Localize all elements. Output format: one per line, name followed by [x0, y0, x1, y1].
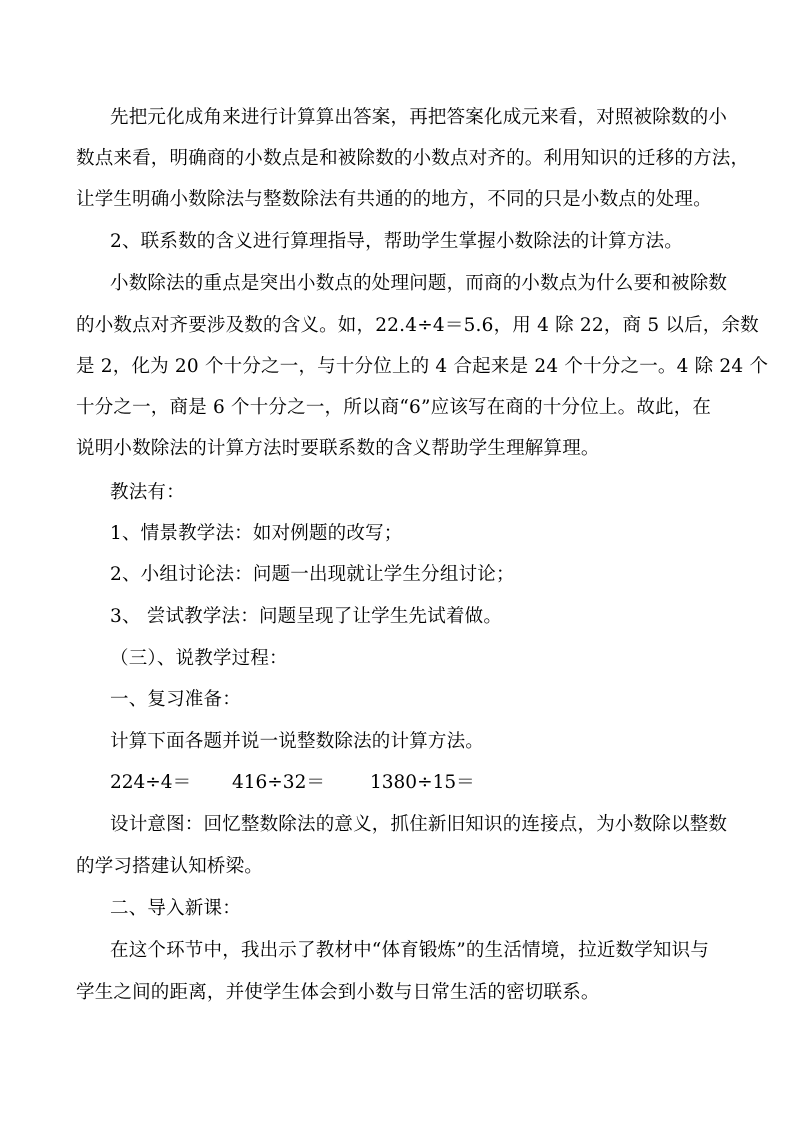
section-heading: 2、联系数的含义进行算理指导，帮助学生掌握小数除法的计算方法。: [110, 231, 683, 252]
method-item: 3、 尝试教学法：问题呈现了让学生先试着做。: [110, 606, 503, 627]
methods-title: 教法有：: [110, 482, 185, 503]
paragraph-line: 小数除法的重点是突出小数点的处理问题，而商的小数点为什么要和被除数: [110, 273, 728, 294]
method-item: 2、小组讨论法：问题一出现就让学生分组讨论；: [110, 564, 515, 585]
paragraph-line: 十分之一，商是 6 个十分之一，所以商“6”应该写在商的十分位上。故此，在: [76, 397, 712, 418]
equation: 224÷4＝: [110, 772, 192, 793]
equation: 416÷32＝: [232, 772, 325, 793]
paragraph-line: 的学习搭建认知桥梁。: [76, 856, 264, 877]
paragraph-line: 是 2，化为 20 个十分之一，与十分位上的 4 合起来是 24 个十分之一。4 除 24 个: [76, 356, 769, 377]
review-text: 计算下面各题并说一说整数除法的计算方法。: [110, 731, 485, 752]
review-title: 一、复习准备：: [110, 689, 241, 710]
paragraph-line: 的小数点对齐要涉及数的含义。如，22.4÷4＝5.6，用 4 除 22，商 5 以后，余数: [76, 315, 759, 336]
process-title: （三）、说教学过程：: [110, 648, 288, 669]
equation: 1380÷15＝: [370, 772, 475, 793]
paragraph-line: 学生之间的距离，并使学生体会到小数与日常生活的密切联系。: [76, 982, 600, 1003]
paragraph-line: 让学生明确小数除法与整数除法有共通的的地方，不同的只是小数点的处理。: [76, 189, 712, 210]
paragraph-line: 在这个环节中，我出示了教材中“体育锻炼”的生活情境，拉近数学知识与: [110, 940, 710, 961]
paragraph-line: 说明小数除法的计算方法时要联系数的含义帮助学生理解算理。: [76, 438, 600, 459]
intro-title: 二、导入新课：: [110, 898, 241, 919]
paragraph-line: 数点来看，明确商的小数点是和被除数的小数点对齐的。利用知识的迁移的方法，: [76, 148, 750, 169]
paragraph-line: 先把元化成角来进行计算算出答案，再把答案化成元来看，对照被除数的小: [110, 107, 728, 128]
method-item: 1、情景教学法：如对例题的改写；: [110, 523, 403, 544]
paragraph-line: 设计意图：回忆整数除法的意义，抓住新旧知识的连接点，为小数除以整数: [110, 814, 728, 835]
